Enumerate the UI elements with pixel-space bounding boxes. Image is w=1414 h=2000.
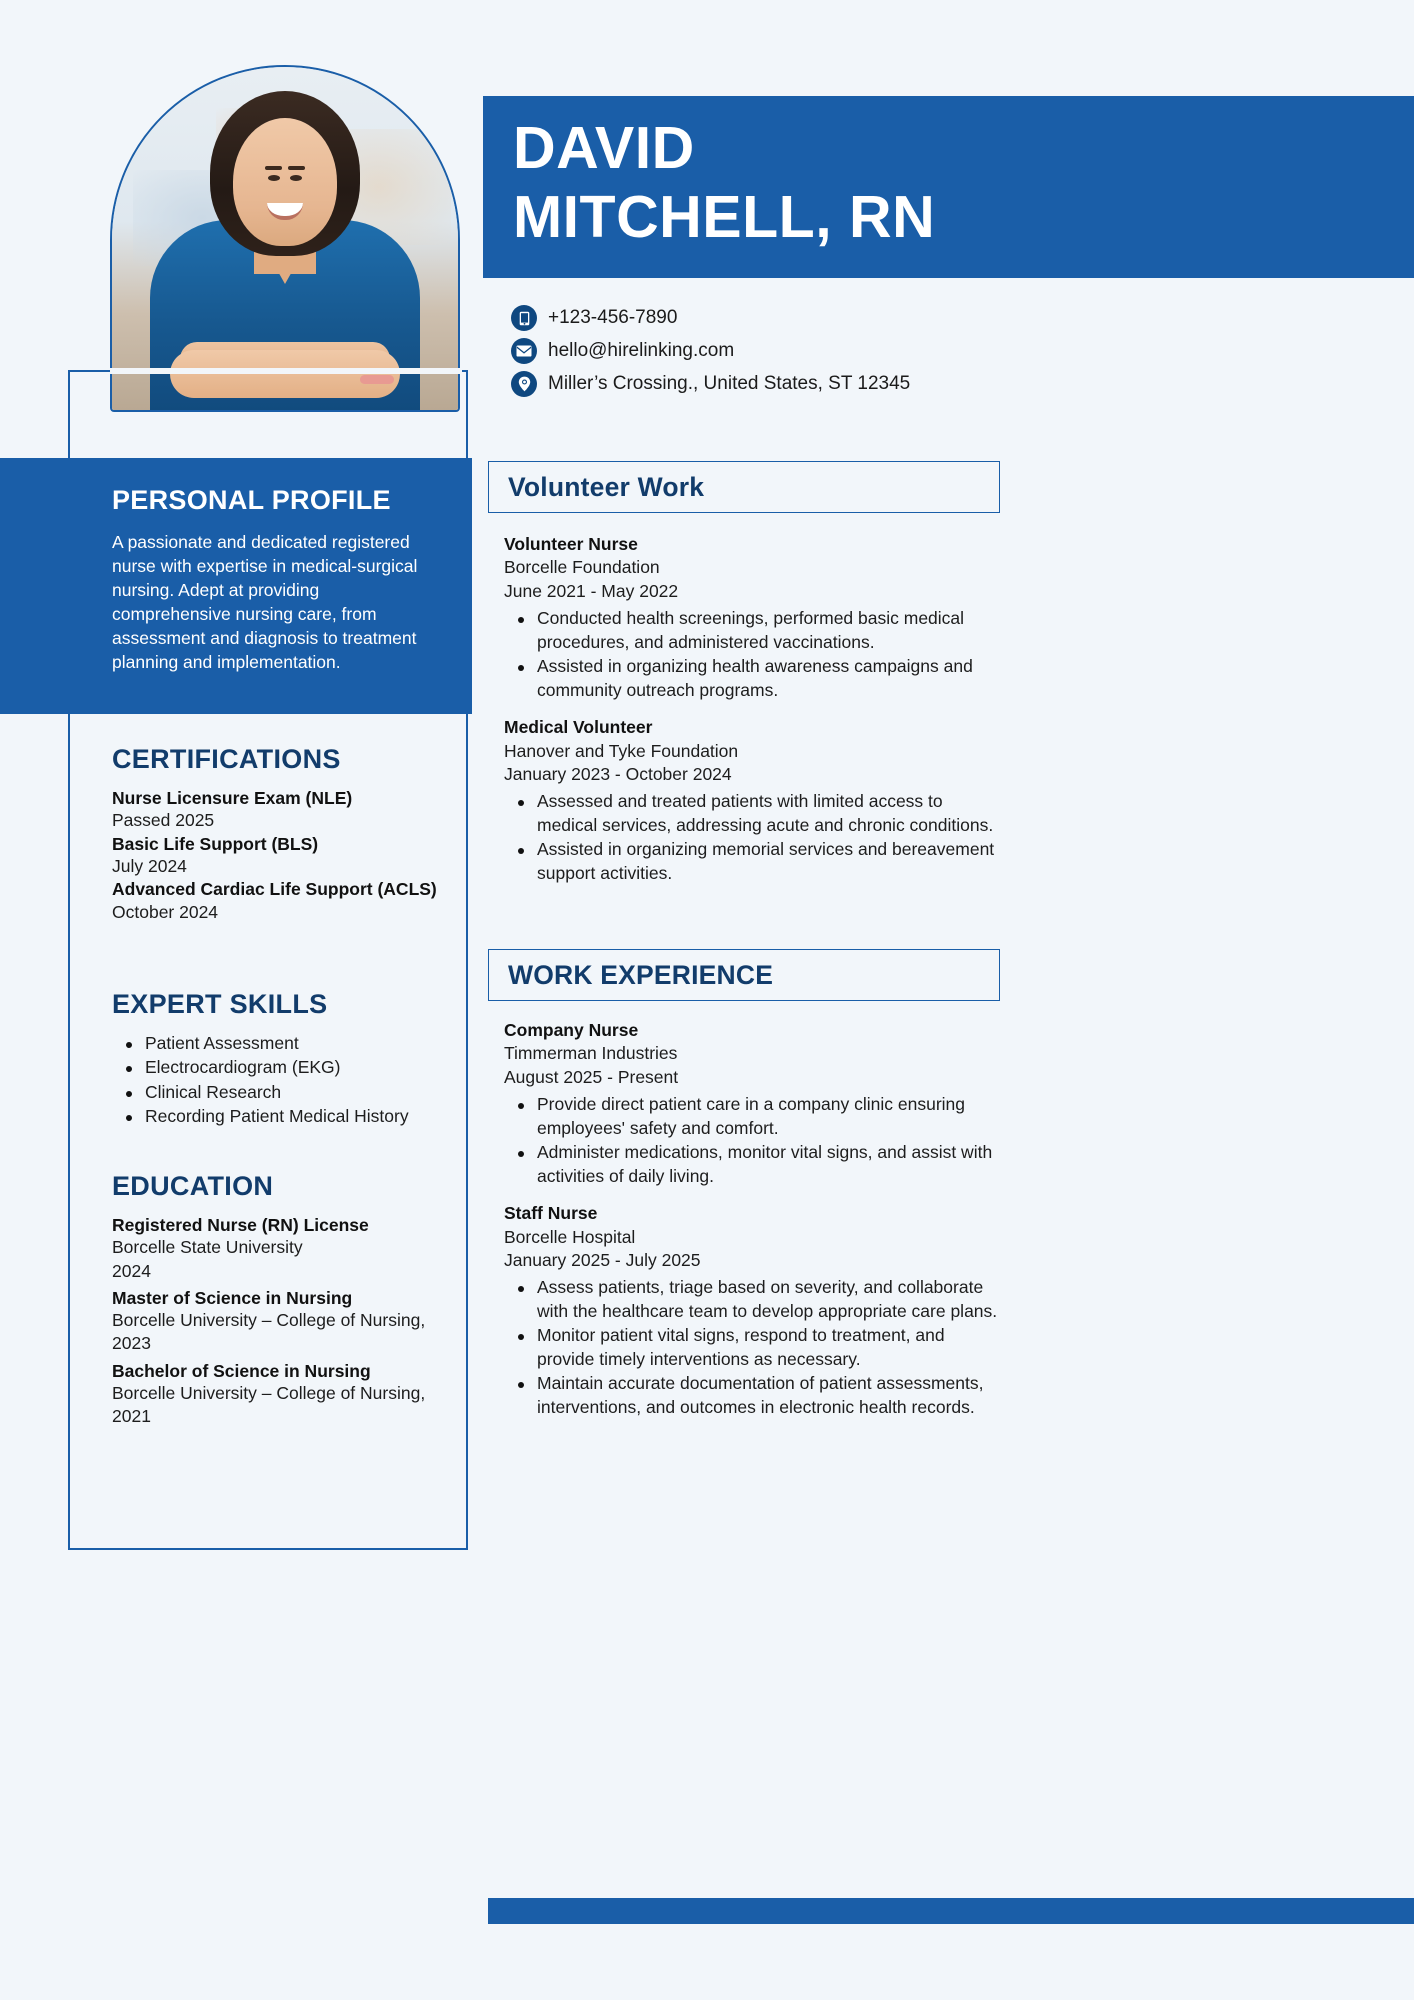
education-degree: Master of Science in Nursing	[112, 1287, 353, 1308]
volunteer-entry	[504, 533, 1004, 702]
certification-date: Passed 2025	[112, 810, 215, 831]
list-item: Monitor patient vital signs, respond to treatment, and provide timely interventions as necessary.	[504, 1324, 1004, 1371]
certification-date: July 2024	[112, 856, 187, 877]
volunteer-org: Hanover and Tyke Foundation	[504, 740, 739, 761]
location-pin-icon	[511, 371, 537, 397]
education-school: Borcelle University – College of Nursing, 2023	[112, 1310, 426, 1354]
list-item: Assess patients, triage based on severity, and collaborate with the healthcare team to develop appropriate care plans.	[504, 1276, 1004, 1323]
volunteer-work-heading: Volunteer Work	[508, 471, 705, 502]
education-section	[112, 1172, 458, 1429]
list-item: Electrocardiogram (EKG)	[112, 1056, 458, 1079]
email-text: hello@hirelinking.com	[548, 340, 735, 362]
volunteer-work-section	[504, 533, 1004, 886]
work-entry	[504, 1019, 1004, 1188]
work-org: Borcelle Hospital	[504, 1226, 636, 1247]
contact-info	[511, 305, 910, 404]
work-dates: August 2025 - Present	[504, 1066, 679, 1087]
certification-item	[112, 878, 458, 924]
work-org: Timmerman Industries	[504, 1043, 678, 1064]
list-item: Administer medications, monitor vital signs, and assist with activities of daily living.	[504, 1141, 1004, 1188]
portrait-illustration	[112, 67, 458, 410]
list-item: Assisted in organizing health awareness campaigns and community outreach programs.	[504, 655, 1004, 702]
work-role: Staff Nurse	[504, 1203, 598, 1224]
bottom-accent-bar	[488, 1898, 1414, 1924]
education-item	[112, 1360, 458, 1429]
list-item: Provide direct patient care in a company clinic ensuring employees' safety and comfort.	[504, 1093, 1004, 1140]
education-item	[112, 1287, 458, 1356]
certification-title: Basic Life Support (BLS)	[112, 833, 319, 854]
volunteer-work-heading-box	[488, 461, 1000, 513]
volunteer-dates: January 2023 - October 2024	[504, 763, 732, 784]
volunteer-dates: June 2021 - May 2022	[504, 580, 679, 601]
education-heading: EDUCATION	[112, 1171, 274, 1201]
education-year: 2024	[112, 1260, 151, 1281]
contact-email[interactable]	[511, 338, 910, 364]
frame-notch	[110, 368, 462, 374]
work-experience-heading: WORK EXPERIENCE	[508, 959, 774, 990]
work-entry	[504, 1202, 1004, 1419]
certification-title: Nurse Licensure Exam (NLE)	[112, 787, 353, 808]
list-item: Maintain accurate documentation of patient assessments, interventions, and outcomes in electronic health records.	[504, 1372, 1004, 1419]
contact-phone[interactable]	[511, 305, 910, 331]
education-degree: Registered Nurse (RN) License	[112, 1214, 369, 1235]
volunteer-role: Medical Volunteer	[504, 717, 653, 738]
personal-profile-section	[0, 458, 472, 714]
certification-date: October 2024	[112, 902, 219, 923]
education-school: Borcelle State University	[112, 1237, 303, 1258]
list-item: Assisted in organizing memorial services and bereavement support activities.	[504, 838, 1004, 885]
expert-skills-section	[112, 990, 458, 1129]
certification-title: Advanced Cardiac Life Support (ACLS)	[112, 879, 437, 900]
certification-item	[112, 833, 458, 879]
phone-text: +123-456-7890	[548, 307, 678, 329]
education-degree: Bachelor of Science in Nursing	[112, 1360, 371, 1381]
list-item: Assessed and treated patients with limited access to medical services, addressing acute and chronic conditions.	[504, 790, 1004, 837]
volunteer-bullets	[504, 790, 1004, 885]
volunteer-bullets	[504, 607, 1004, 702]
address-text: Miller’s Crossing., United States, ST 12345	[548, 373, 911, 395]
work-role: Company Nurse	[504, 1020, 639, 1040]
contact-address[interactable]	[511, 371, 910, 397]
envelope-icon	[511, 338, 537, 364]
personal-profile-body: A passionate and dedicated registered nurse with expertise in medical-surgical nursing. Adept at providing comprehensive nursing care, from assessment and diagnosis to treatment planning and implementation.	[112, 531, 418, 673]
work-experience-section	[504, 1019, 1004, 1420]
certifications-section	[112, 745, 458, 924]
list-item: Clinical Research	[112, 1081, 458, 1104]
work-bullets	[504, 1276, 1004, 1419]
first-name: DAVID	[513, 115, 695, 181]
phone-icon	[511, 305, 537, 331]
profile-photo	[110, 65, 460, 412]
work-dates: January 2025 - July 2025	[504, 1249, 701, 1270]
work-bullets	[504, 1093, 1004, 1188]
education-item	[112, 1214, 458, 1283]
expert-skills-heading: EXPERT SKILLS	[112, 989, 328, 1019]
certifications-heading: CERTIFICATIONS	[112, 744, 341, 774]
name-banner	[483, 96, 1414, 278]
list-item: Recording Patient Medical History	[112, 1105, 458, 1128]
volunteer-org: Borcelle Foundation	[504, 557, 660, 578]
volunteer-role: Volunteer Nurse	[504, 534, 638, 554]
personal-profile-heading: PERSONAL PROFILE	[112, 485, 391, 515]
volunteer-entry	[504, 716, 1004, 885]
education-school: Borcelle University – College of Nursing, 2021	[112, 1383, 426, 1427]
list-item: Conducted health screenings, performed basic medical procedures, and administered vaccinations.	[504, 607, 1004, 654]
expert-skills-list	[112, 1032, 458, 1129]
list-item: Patient Assessment	[112, 1032, 458, 1055]
work-experience-heading-box	[488, 949, 1000, 1001]
certification-item	[112, 787, 458, 833]
last-name: MITCHELL, RN	[513, 184, 936, 251]
